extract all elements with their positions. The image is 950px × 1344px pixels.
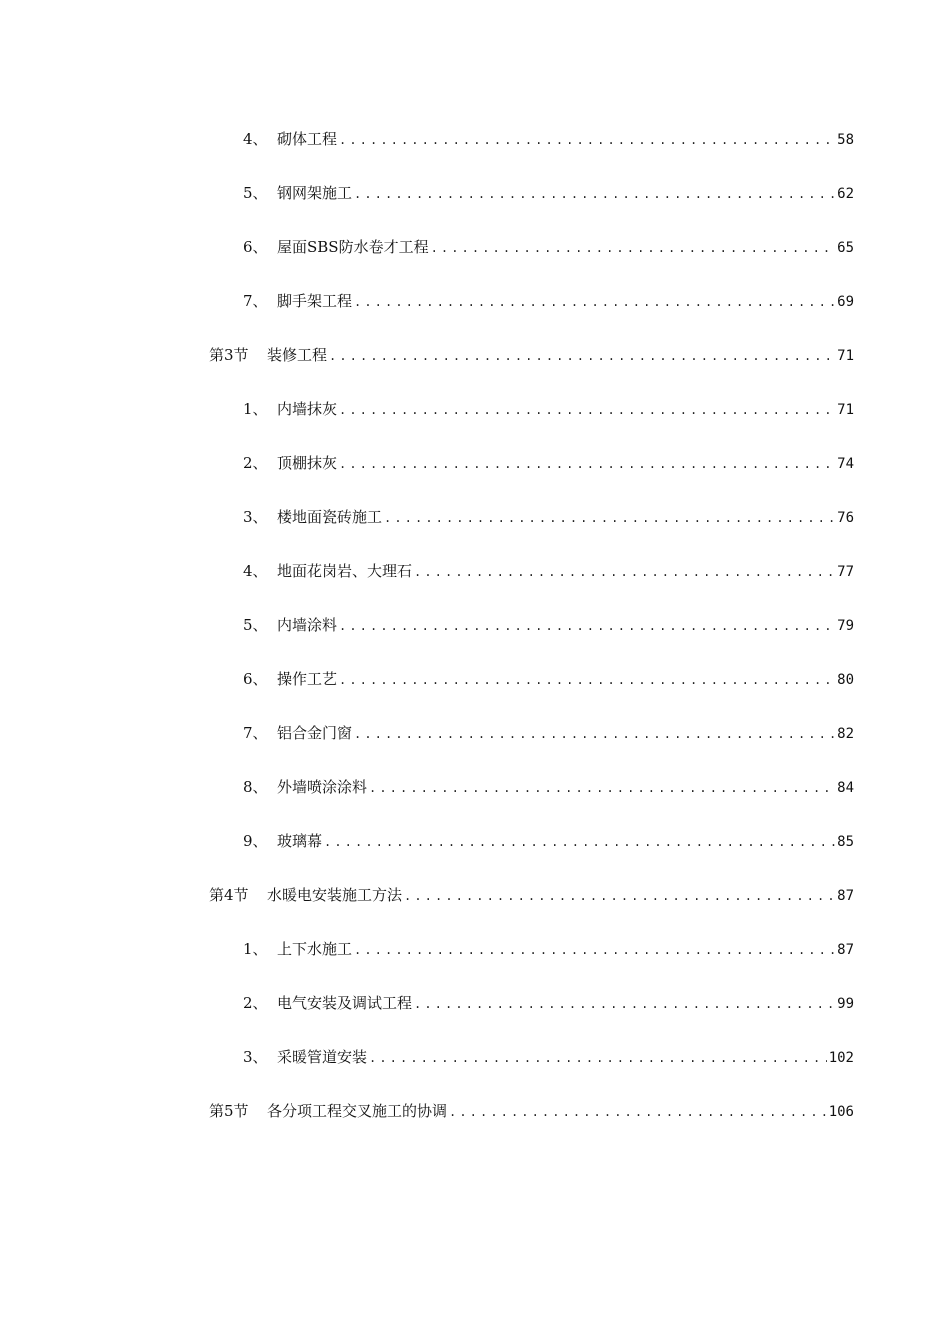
- toc-section-entry: [0, 1084, 950, 1138]
- dot-leader: [329, 329, 835, 383]
- toc-section-title: 水暖电安装施工方法: [267, 885, 403, 904]
- dot-leader: [339, 599, 835, 653]
- toc-entry-title: 玻璃幕: [277, 831, 323, 850]
- toc-entry: [0, 382, 950, 436]
- toc-entry-title: 钢网架施工: [277, 183, 353, 202]
- toc-entry-title: 铝合金门窗: [277, 723, 353, 742]
- toc-entry-title: 地面花岗岩、大理石: [277, 561, 413, 580]
- toc-entry: [0, 1030, 950, 1084]
- toc-entry-number: 6、: [243, 237, 268, 256]
- dot-leader: [354, 923, 835, 977]
- toc-entry: [0, 436, 950, 490]
- toc-entry-page: 80: [837, 671, 854, 688]
- toc-entry-title: 顶棚抹灰: [277, 453, 338, 472]
- toc-entry-page: 69: [837, 293, 854, 310]
- dot-leader: [449, 1085, 827, 1139]
- toc-entry-page: 87: [837, 887, 854, 904]
- toc-entry-number: 4、: [243, 561, 268, 580]
- toc-section-entry: [0, 868, 950, 922]
- toc-entry: [0, 706, 950, 760]
- dot-leader: [354, 707, 835, 761]
- toc-entry: [0, 490, 950, 544]
- toc-entry: [0, 976, 950, 1030]
- dot-leader: [339, 113, 835, 167]
- toc-entry-page: 74: [837, 455, 854, 472]
- dot-leader: [414, 977, 835, 1031]
- dot-leader: [354, 275, 835, 329]
- toc-entry-number: 5、: [243, 183, 268, 202]
- toc-entry-number: 4、: [243, 129, 268, 148]
- toc-section-number: 第5节: [209, 1101, 249, 1120]
- toc-entry-page: 58: [837, 131, 854, 148]
- toc-entry-title: 电气安装及调试工程: [277, 993, 413, 1012]
- toc-entry-title: 内墙涂料: [277, 615, 338, 634]
- toc-entry-number: 1、: [243, 939, 268, 958]
- toc-entry-number: 3、: [243, 1047, 268, 1066]
- toc-entry-title: 内墙抹灰: [277, 399, 338, 418]
- dot-leader: [339, 383, 835, 437]
- toc-entry: [0, 814, 950, 868]
- toc-entry-page: 82: [837, 725, 854, 742]
- toc-entry: [0, 112, 950, 166]
- toc-entry-number: 1、: [243, 399, 268, 418]
- toc-entry-title: 脚手架工程: [277, 291, 353, 310]
- toc-entry: [0, 220, 950, 274]
- toc-entry-page: 76: [837, 509, 854, 526]
- toc-entry-number: 7、: [243, 723, 268, 742]
- dot-leader: [324, 815, 835, 869]
- toc-entry-title: 砌体工程: [277, 129, 338, 148]
- toc-entry-number: 3、: [243, 507, 268, 526]
- toc-entry-number: 6、: [243, 669, 268, 688]
- toc-entry-title: 采暖管道安装: [277, 1047, 368, 1066]
- dot-leader: [369, 761, 835, 815]
- toc-section-number: 第4节: [209, 885, 249, 904]
- toc-entry: [0, 922, 950, 976]
- toc-entry-page: 77: [837, 563, 854, 580]
- dot-leader: [384, 491, 835, 545]
- toc-entry-title: 屋面SBS防水卷才工程: [277, 237, 429, 256]
- dot-leader: [404, 869, 835, 923]
- toc-entry-page: 71: [837, 401, 854, 418]
- toc-entry-page: 71: [837, 347, 854, 364]
- toc-entry-number: 5、: [243, 615, 268, 634]
- toc-entry-number: 8、: [243, 777, 268, 796]
- toc-entry: [0, 166, 950, 220]
- toc-entry-page: 85: [837, 833, 854, 850]
- toc-entry-number: 7、: [243, 291, 268, 310]
- toc-section-number: 第3节: [209, 345, 249, 364]
- toc-entry-page: 87: [837, 941, 854, 958]
- toc-entry: [0, 544, 950, 598]
- toc-entry-number: 2、: [243, 453, 268, 472]
- table-of-contents: [0, 112, 950, 1138]
- toc-entry-page: 84: [837, 779, 854, 796]
- dot-leader: [369, 1031, 827, 1085]
- toc-entry-title: 外墙喷涂涂料: [277, 777, 368, 796]
- toc-entry-title: 操作工艺: [277, 669, 338, 688]
- dot-leader: [339, 653, 835, 707]
- toc-entry: [0, 598, 950, 652]
- toc-entry: [0, 760, 950, 814]
- toc-section-title: 装修工程: [267, 345, 328, 364]
- toc-entry-title: 楼地面瓷砖施工: [277, 507, 383, 526]
- dot-leader: [431, 221, 836, 275]
- toc-entry: [0, 652, 950, 706]
- toc-section-entry: [0, 328, 950, 382]
- toc-entry: [0, 274, 950, 328]
- toc-entry-page: 62: [837, 185, 854, 202]
- toc-entry-title: 上下水施工: [277, 939, 353, 958]
- toc-entry-number: 9、: [243, 831, 268, 850]
- toc-entry-page: 79: [837, 617, 854, 634]
- toc-entry-page: 65: [837, 239, 854, 256]
- toc-entry-page: 102: [828, 1049, 854, 1066]
- dot-leader: [354, 167, 835, 221]
- toc-entry-number: 2、: [243, 993, 268, 1012]
- dot-leader: [414, 545, 835, 599]
- toc-entry-page: 106: [828, 1103, 854, 1120]
- toc-section-title: 各分项工程交叉施工的协调: [267, 1101, 448, 1120]
- dot-leader: [339, 437, 835, 491]
- toc-entry-page: 99: [837, 995, 854, 1012]
